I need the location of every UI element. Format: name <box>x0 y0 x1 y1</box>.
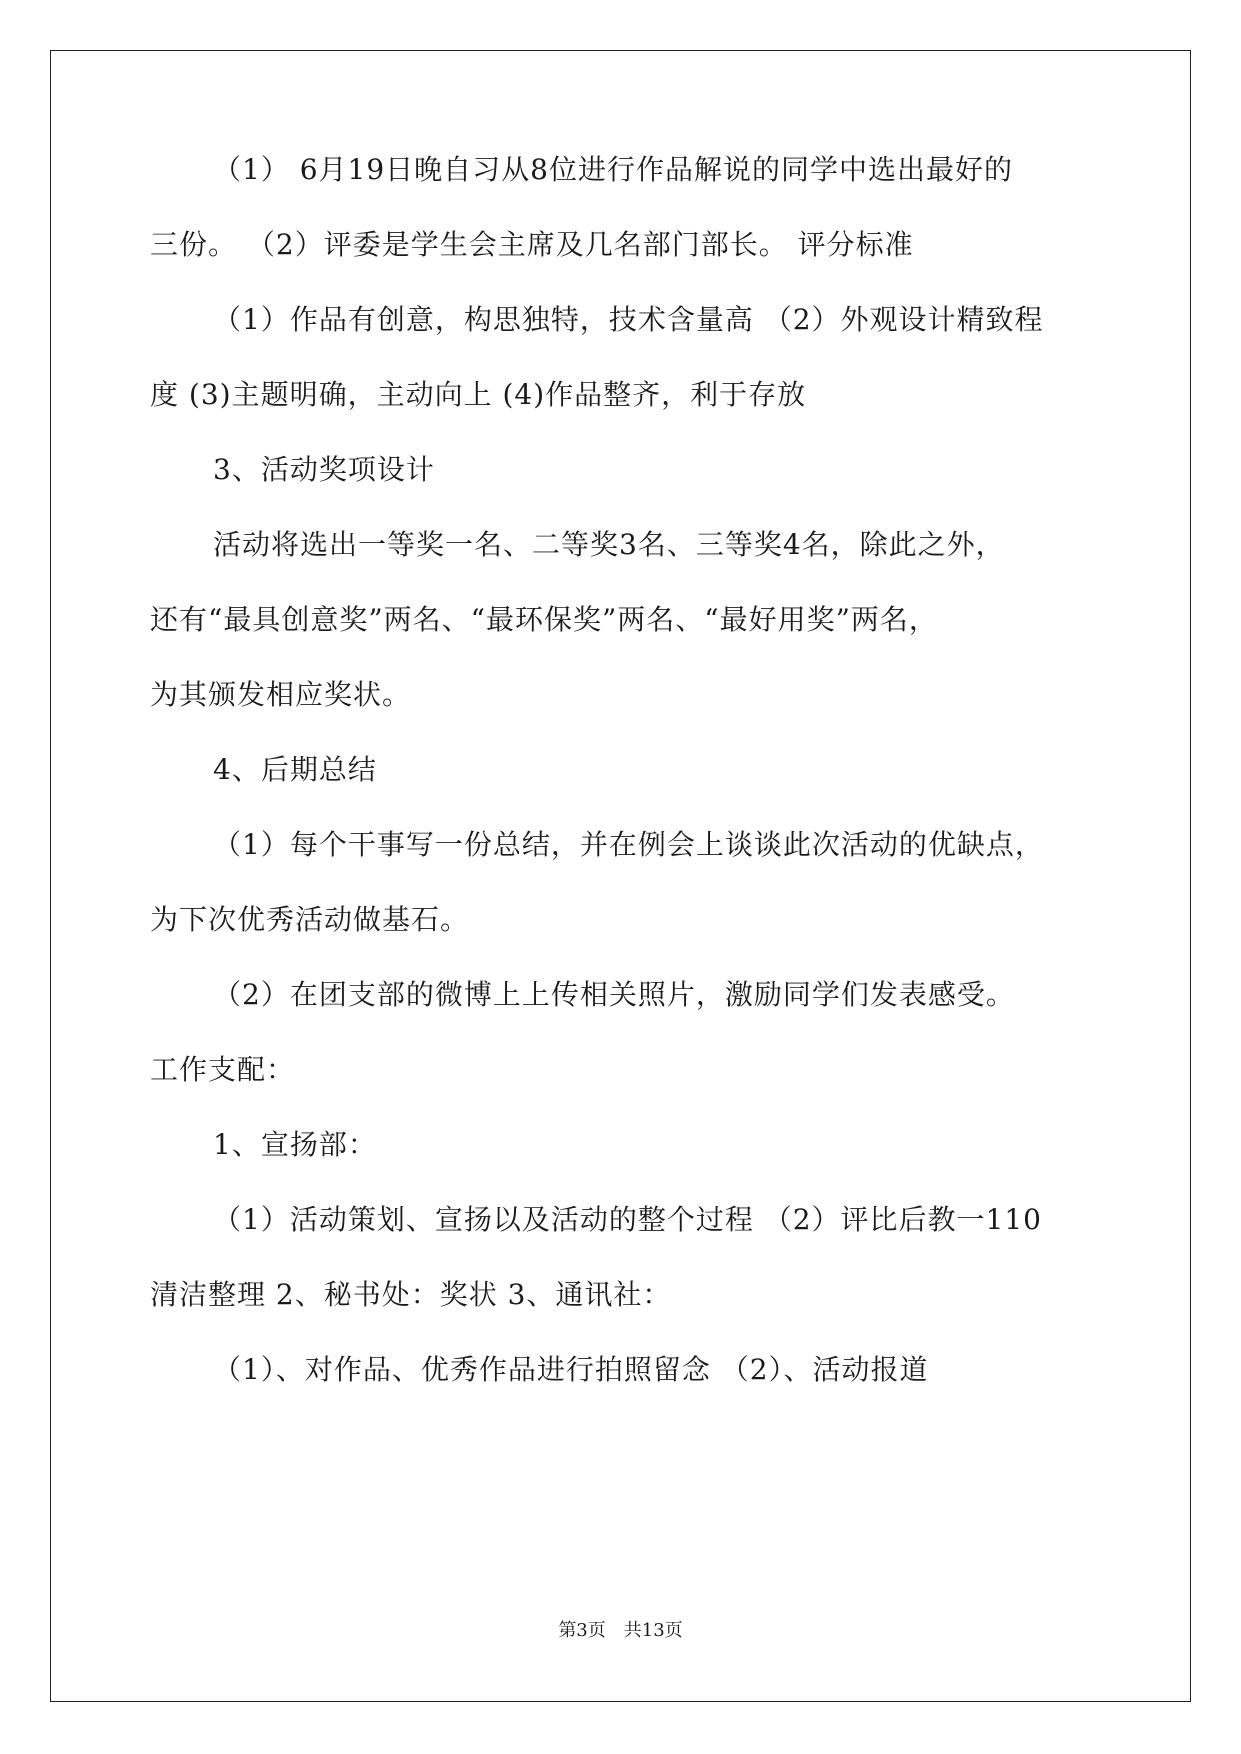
text-line: （1）、对作品、优秀作品进行拍照留念 （2）、活动报道 <box>213 1353 929 1386</box>
text-line: 清洁整理 2、秘书处：奖状 3、通讯社： <box>150 1278 672 1311</box>
text-line: 度 (3)主题明确，主动向上 (4)作品整齐，利于存放 <box>150 378 807 411</box>
text-line: 为其颁发相应奖状。 <box>150 678 412 711</box>
text-line: （1）每个干事写一份总结，并在例会上谈谈此次活动的优缺点， <box>213 828 1044 861</box>
text-line: 三份。 （2）评委是学生会主席及几名部门部长。 评分标准 <box>150 228 914 261</box>
text-line: （1）作品有创意，构思独特，技术含量高 （2）外观设计精致程 <box>213 303 1044 336</box>
text-line: 为下次优秀活动做基石。 <box>150 903 470 936</box>
section-heading: 1、宣扬部： <box>213 1128 377 1161</box>
text-line: 还有“最具创意奖”两名、“最环保奖”两名、“最好用奖”两名， <box>150 603 938 636</box>
text-line: 活动将选出一等奖一名、二等奖3名、三等奖4名，除此之外， <box>213 528 1005 561</box>
page-number: 第3页 <box>558 1620 606 1641</box>
text-line: （2）在团支部的微博上上传相关照片，激励同学们发表感受。 <box>213 978 1015 1011</box>
section-heading: 工作支配： <box>150 1053 296 1086</box>
page-total: 共13页 <box>623 1620 683 1641</box>
section-heading: 3、活动奖项设计 <box>213 453 435 486</box>
text-line: （1） 6月19日晚自习从8位进行作品解说的同学中选出最好的 <box>213 153 1013 186</box>
text-line: （1）活动策划、宣扬以及活动的整个过程 （2）评比后教一110 <box>213 1203 1042 1236</box>
page-border <box>50 50 1191 1702</box>
section-heading: 4、后期总结 <box>213 753 377 786</box>
page-footer <box>0 1620 1241 1642</box>
